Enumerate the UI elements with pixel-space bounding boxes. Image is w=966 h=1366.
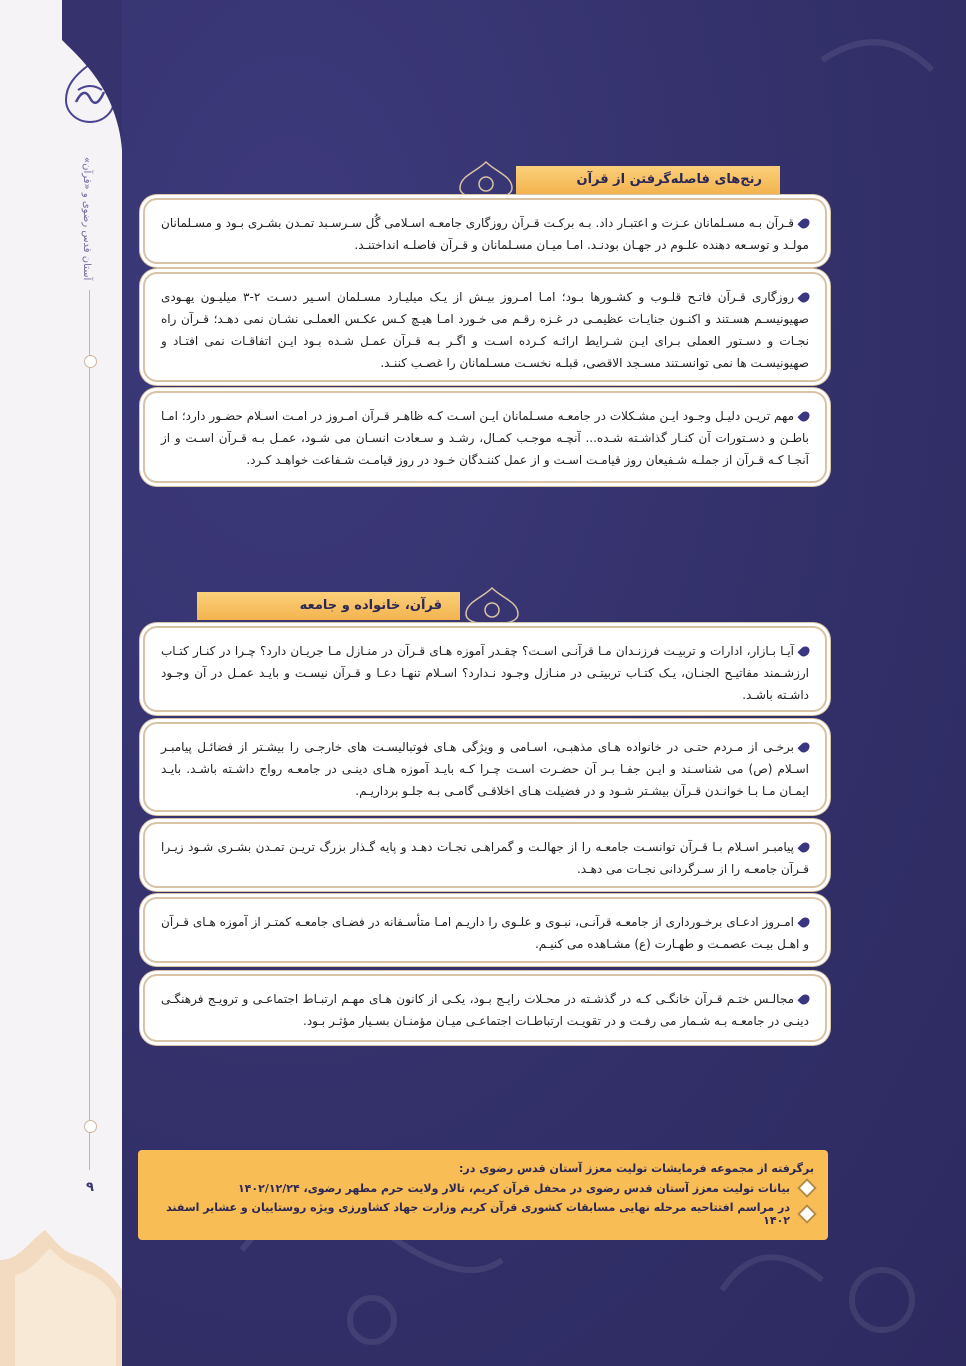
sidebar-line: [89, 290, 90, 1170]
bullet-icon: [797, 992, 811, 1006]
ornament-icon: [456, 158, 516, 202]
sidebar-arch-bottom: [0, 1230, 122, 1366]
source-item-text: در مراسم افتتاحیه مرحله نهایی مسابقات کشوری قرآن کریم وزارت جهاد کشاورزی ویژه روستاییان و عشایر اسفند ۱۴۰۲: [166, 1201, 790, 1227]
content-box: [143, 974, 827, 1042]
sidebar-vertical-text: آستان قدس رضوی و «قرآن»: [81, 156, 92, 280]
paragraph-text: امـروز ادعـای برخـورداری از جامعـه قرآنـی، نبـوی و علـوی را داریـم امـا متأسـفانه در فضـای جامعـه کمتـر از آموزه هـای قـرآن و اهـل بیـت عصمـت و طهـارت (ع) مشـاهده می کنیـم.: [161, 915, 809, 951]
sidebar-ornament: [84, 355, 97, 368]
bullet-icon: [797, 216, 811, 230]
content-box: [143, 198, 827, 264]
paragraph-text: روزگاری قـرآن فاتـح قلـوب و کشـورها بـود؛ امـا امـروز بیـش از یـک میلیـارد مسـلمان اسـیر دسـت ۲-۳ میلیـون یهـودی صهیونیسـم هسـتند و اکنـون جنایـات عظیمـی در غـزه رقـم می خـورد امـا هیـچ کـس عکـس العملـی نشـان نمی دهـد؛ قـرآن راه نجـات و دسـتور العملی بـرای ایـن شـرایط ارائـه کـرده اسـت و اگـر بـه قـرآن عمـل شـده بـود ایـن اتفاقـات نمی افتـاد و صهیونیسـت ها نمی توانسـتند مسـجد الاقصی، قبلـه نخسـت مسـلمانان را غصـب کننـد.: [161, 290, 809, 370]
page-number: ۹: [86, 1180, 94, 1195]
source-heading: برگرفته از مجموعه فرمایشات تولیت معزز آستان قدس رضوی در:: [459, 1162, 814, 1175]
sidebar-ornament: [84, 1120, 97, 1133]
section-title: رنج‌های فاصله‌گرفتن از قرآن: [516, 166, 780, 194]
content-box: [143, 272, 827, 382]
paragraph-text: برخـی از مـردم حتـی در خانواده هـای مذهبـی، اسـامی و ویژگی هـای فوتبالیسـت های خارجـی را بیشـتر از فضائـل پیامبـر اسـلام (ص) می شناسـند و ایـن جفـا بـر آن حضـرت اسـت چـرا کـه بایـد آموزه هـای دینـی در جامعـه رواج داشـته باشـد. بایـد ایمـان مـا بـا خوانـدن قـرآن بیشـتر شـود و در فضیلت هـای اخلاقـی گامـی بـه جلـو برداریـم.: [161, 740, 809, 798]
ornament-icon: [462, 584, 522, 628]
paragraph-text: مهم تریـن دلیـل وجـود ایـن مشـکلات در جامعـه مسـلمانان ایـن اسـت کـه ظاهـر قـرآن امـروز در امـت اسـلام حضـور دارد؛ امـا باطـن و دسـتورات آن کنـار گذاشـته شـده... آنچـه موجـب کمـال، رشـد و سـعادت انسـان می شـود، عمـل بـه قـرآن اسـت و از آنجـا کـه قـرآن از جملـه شـفیعان روز قیامـت اسـت و از عمل کننـدگان خـود در روز قیامـت شـفاعت خواهـد کـرد.: [161, 409, 809, 467]
paragraph-text: پیامبـر اسـلام بـا قـرآن توانسـت جامعـه را از جهالـت و گمراهـی نجـات دهـد و پایه گـذار بزرگ تریـن تمـدن بشـری شـود زیـرا قـرآن جامعـه را از سـرگردانی نجـات می دهـد.: [161, 840, 809, 876]
section-title: قرآن، خانواده و جامعه: [197, 592, 460, 620]
content-box: [143, 897, 827, 963]
source-item: [152, 1201, 814, 1227]
diamond-bullet-icon: [797, 1204, 817, 1224]
paragraph-text: قـرآن بـه مسـلمانان عـزت و اعتبـار داد. بـه برکـت قـرآن روزگاری جامعـه اسـلامی گُل سـرسـبد تمـدن بشـری بـود و مسـلمانان مولـد و توسـعه دهنده علـوم در جهـان بودنـد. امـا میـان مسـلمانان و قـرآن فاصلـه انداختنـد.: [161, 216, 809, 252]
content-box: [143, 626, 827, 712]
source-item: [152, 1181, 814, 1195]
bullet-icon: [797, 644, 811, 658]
bullet-icon: [797, 915, 811, 929]
sidebar-arch-top: [62, 0, 122, 150]
paragraph-text: مجالـس ختـم قـرآن خانگـی کـه در گذشـته در محـلات رایـج بـود، یکـی از کانون هـای مهـم ارتبـاط اجتماعـی و ترویـج فرهنگـی دینـی در جامعـه بـه شـمار می رفـت و در تقویـت ارتباطـات اجتماعـی میـان مؤمنـان بسـیار مؤثـر بـود.: [161, 992, 809, 1028]
diamond-bullet-icon: [797, 1178, 817, 1198]
source-item-text: بیانات تولیت معزز آستان قدس رضوی در محفل قرآن کریم، تالار ولایت حرم مطهر رضوی، ۱۴۰۲/۱۲/۲۴: [237, 1181, 790, 1195]
bullet-icon: [797, 740, 811, 754]
bullet-icon: [797, 290, 811, 304]
bullet-icon: [797, 409, 811, 423]
content-box: [143, 722, 827, 812]
content-box: [143, 822, 827, 888]
source-box: [138, 1150, 828, 1240]
paragraph-text: آیـا بـازار، ادارات و تربیـت فرزنـدان مـا قرآنـی اسـت؟ چقـدر آموزه هـای قـرآن در منـازل مـا جریـان دارد؟ چـرا در کنـار کتـاب ارزشـمند مفاتیـح الجنـان، یـک کتـاب تربیتـی در منـازل وجـود نـدارد؟ اسـلام تنهـا دعـا و قـرآن نیسـت و بایـد عمـل در آن وجـود داشـته باشـد.: [161, 644, 809, 702]
bullet-icon: [797, 840, 811, 854]
content-box: [143, 391, 827, 483]
sidebar: [0, 0, 122, 1366]
